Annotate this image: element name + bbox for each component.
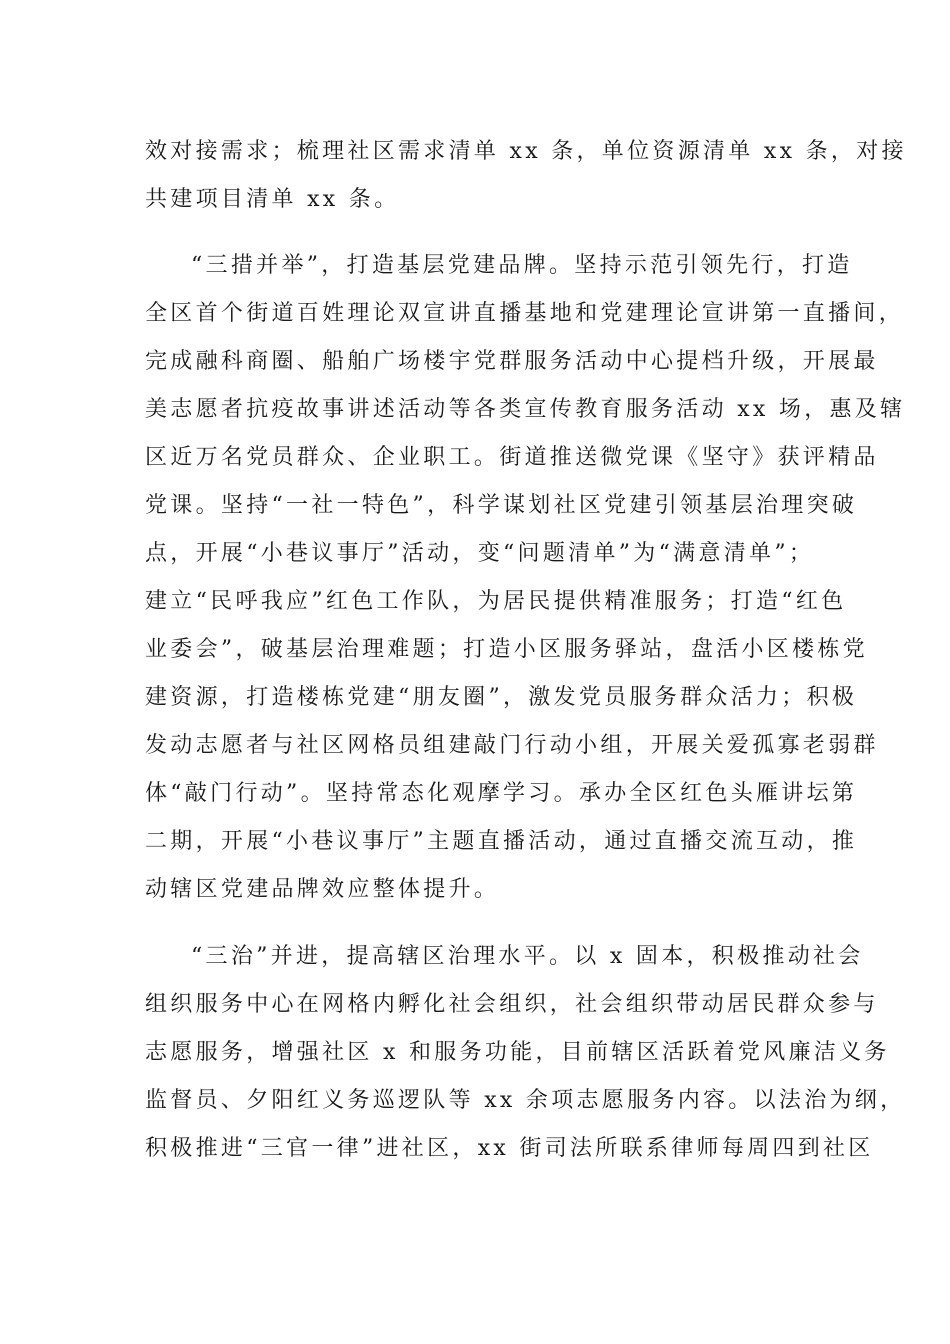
- text-line: 动辖区党建品牌效应整体提升。: [145, 877, 500, 902]
- text-line: 党课。坚持“一社一特色”，科学谋划社区党建引领基层治理突破: [145, 493, 858, 518]
- text-line: 美志愿者抗疫故事讲述活动等各类宣传教育服务活动 xx 场，惠及辖: [145, 397, 906, 422]
- paragraph-heading-line: “三治”并进，提高辖区治理水平。以 x 固本，积极推动社会: [191, 944, 864, 969]
- text-line: 体“敲门行动”。坚持常态化观摩学习。承办全区红色头雁讲坛第: [145, 781, 858, 806]
- text-line: 业委会”，破基层治理难题；打造小区服务驿站，盘活小区楼栋党: [145, 637, 868, 662]
- paragraph-heading-line: “三措并举”，打造基层党建品牌。坚持示范引领先行，打造: [191, 253, 853, 278]
- text-line: 点，开展“小巷议事厅”活动，变“问题清单”为“满意清单”；: [145, 541, 815, 566]
- text-line: 组织服务中心在网格内孵化社会组织，社会组织带动居民群众参与: [145, 992, 879, 1017]
- text-line: 完成融科商圈、船舶广场楼宇党群服务活动中心提档升级，开展最: [145, 349, 879, 374]
- text-line: 全区首个街道百姓理论双宣讲直播基地和党建理论宣讲第一直播间，: [145, 301, 905, 326]
- text-line: 建立“民呼我应”红色工作队，为居民提供精准服务；打造“红色: [145, 589, 847, 614]
- text-line: 志愿服务，增强社区 x 和服务功能，目前辖区活跃着党风廉洁义务: [145, 1040, 890, 1065]
- text-line: 建资源，打造楼栋党建“朋友圈”，激发党员服务群众活力；积极: [145, 685, 858, 710]
- text-line: 效对接需求；梳理社区需求清单 xx 条，单位资源清单 xx 条，对接: [145, 139, 907, 164]
- text-line: 二期，开展“小巷议事厅”主题直播活动，通过直播交流互动，推: [145, 829, 858, 854]
- text-line: 发动志愿者与社区网格员组建敲门行动小组，开展关爱孤寡老弱群: [145, 733, 879, 758]
- text-line: 监督员、夕阳红义务巡逻队等 xx 余项志愿服务内容。以法治为纲，: [145, 1088, 906, 1113]
- text-line: 积极推进“三官一律”进社区，xx 街司法所联系律师每周四到社区: [145, 1136, 874, 1161]
- text-line: 共建项目清单 xx 条。: [145, 187, 400, 212]
- text-line: 区近万名党员群众、企业职工。街道推送微党课《坚守》获评精品: [145, 445, 879, 470]
